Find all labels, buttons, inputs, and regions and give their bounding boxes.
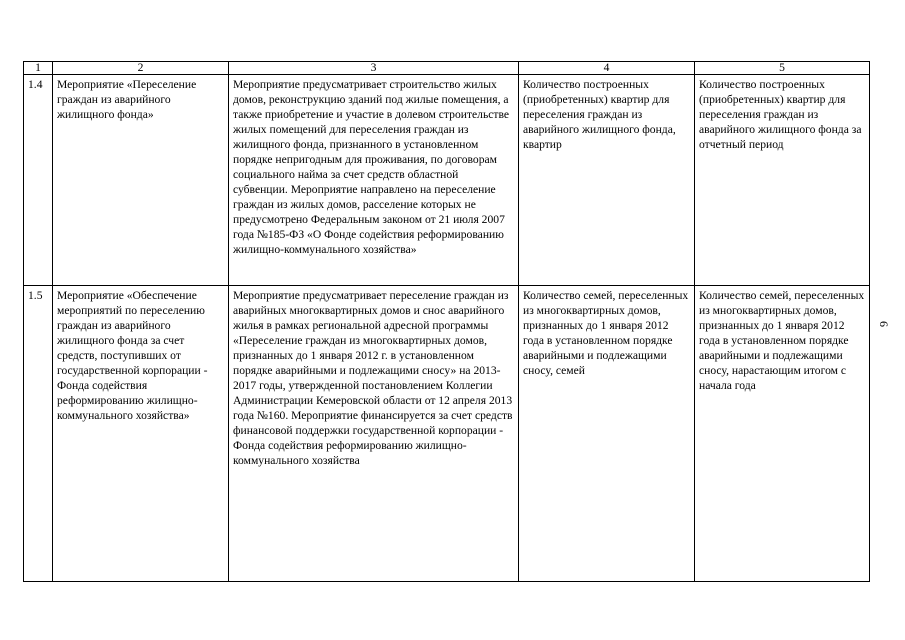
table-header-row [24,62,870,75]
event-name-cell: Мероприятие «Переселение граждан из аварийного жилищного фонда» [53,75,229,286]
row-number: 1.5 [24,286,53,582]
column-number-2: 2 [53,62,229,75]
column-number-1: 1 [24,62,53,75]
calculation-method-cell: Количество семей, переселенных из многоквартирных домов, признанных до 1 января 2012 года в установленном порядке аварийными и подлежащими сносу, нарастающим итогом с начала года [695,286,870,582]
column-number-5: 5 [695,62,870,75]
row-number: 1.4 [24,75,53,286]
event-description-cell: Мероприятие предусматривает строительство жилых домов, реконструкцию зданий под жилые помещения, а также приобретение и участие в долевом строительстве жилых помещений для переселения граждан из жилищного фонда, признанного в установленном порядке непригодным для проживания, по договорам социального найма за счет средств областной субвенции. Мероприятие направлено на переселение граждан из жилых домов, расселение которых не предусмотрено Федеральным законом от 21 июля 2007 года №185-ФЗ «О Фонде содействия реформированию жилищно-коммунального хозяйства» [229,75,519,286]
column-number-4: 4 [519,62,695,75]
table-row [24,75,870,286]
calculation-method-cell: Количество построенных (приобретенных) квартир для переселения граждан из аварийного жилищного фонда за отчетный период [695,75,870,286]
table-row [24,286,870,582]
indicator-name-cell: Количество семей, переселенных из многоквартирных домов, признанных до 1 января 2012 года в установленном порядке аварийными и подлежащими сносу, семей [519,286,695,582]
event-description-cell: Мероприятие предусматривает переселение граждан из аварийных многоквартирных домов и снос аварийного жилья в рамках региональной адресной программы «Переселение граждан из многоквартирных домов, признанных до 1 января 2012 г. в установленном порядке аварийными и подлежащими сносу» на 2013-2017 годы, утвержденной постановлением Коллегии Администрации Кемеровской области от 12 апреля 2013 года №160. Мероприятие финансируется за счет средств финансовой поддержки государственной корпорации - Фонда содействия реформированию жилищно-коммунального хозяйства [229,286,519,582]
indicator-name-cell: Количество построенных (приобретенных) квартир для переселения граждан из аварийного жилищного фонда, квартир [519,75,695,286]
page-number: 6 [877,321,891,327]
program-measures-table [23,61,870,582]
column-number-3: 3 [229,62,519,75]
event-name-cell: Мероприятие «Обеспечение мероприятий по переселению граждан из аварийного жилищного фонда за счет средств, поступивших от государственной корпорации - Фонда содействия реформированию жилищно-коммунального хозяйства» [53,286,229,582]
